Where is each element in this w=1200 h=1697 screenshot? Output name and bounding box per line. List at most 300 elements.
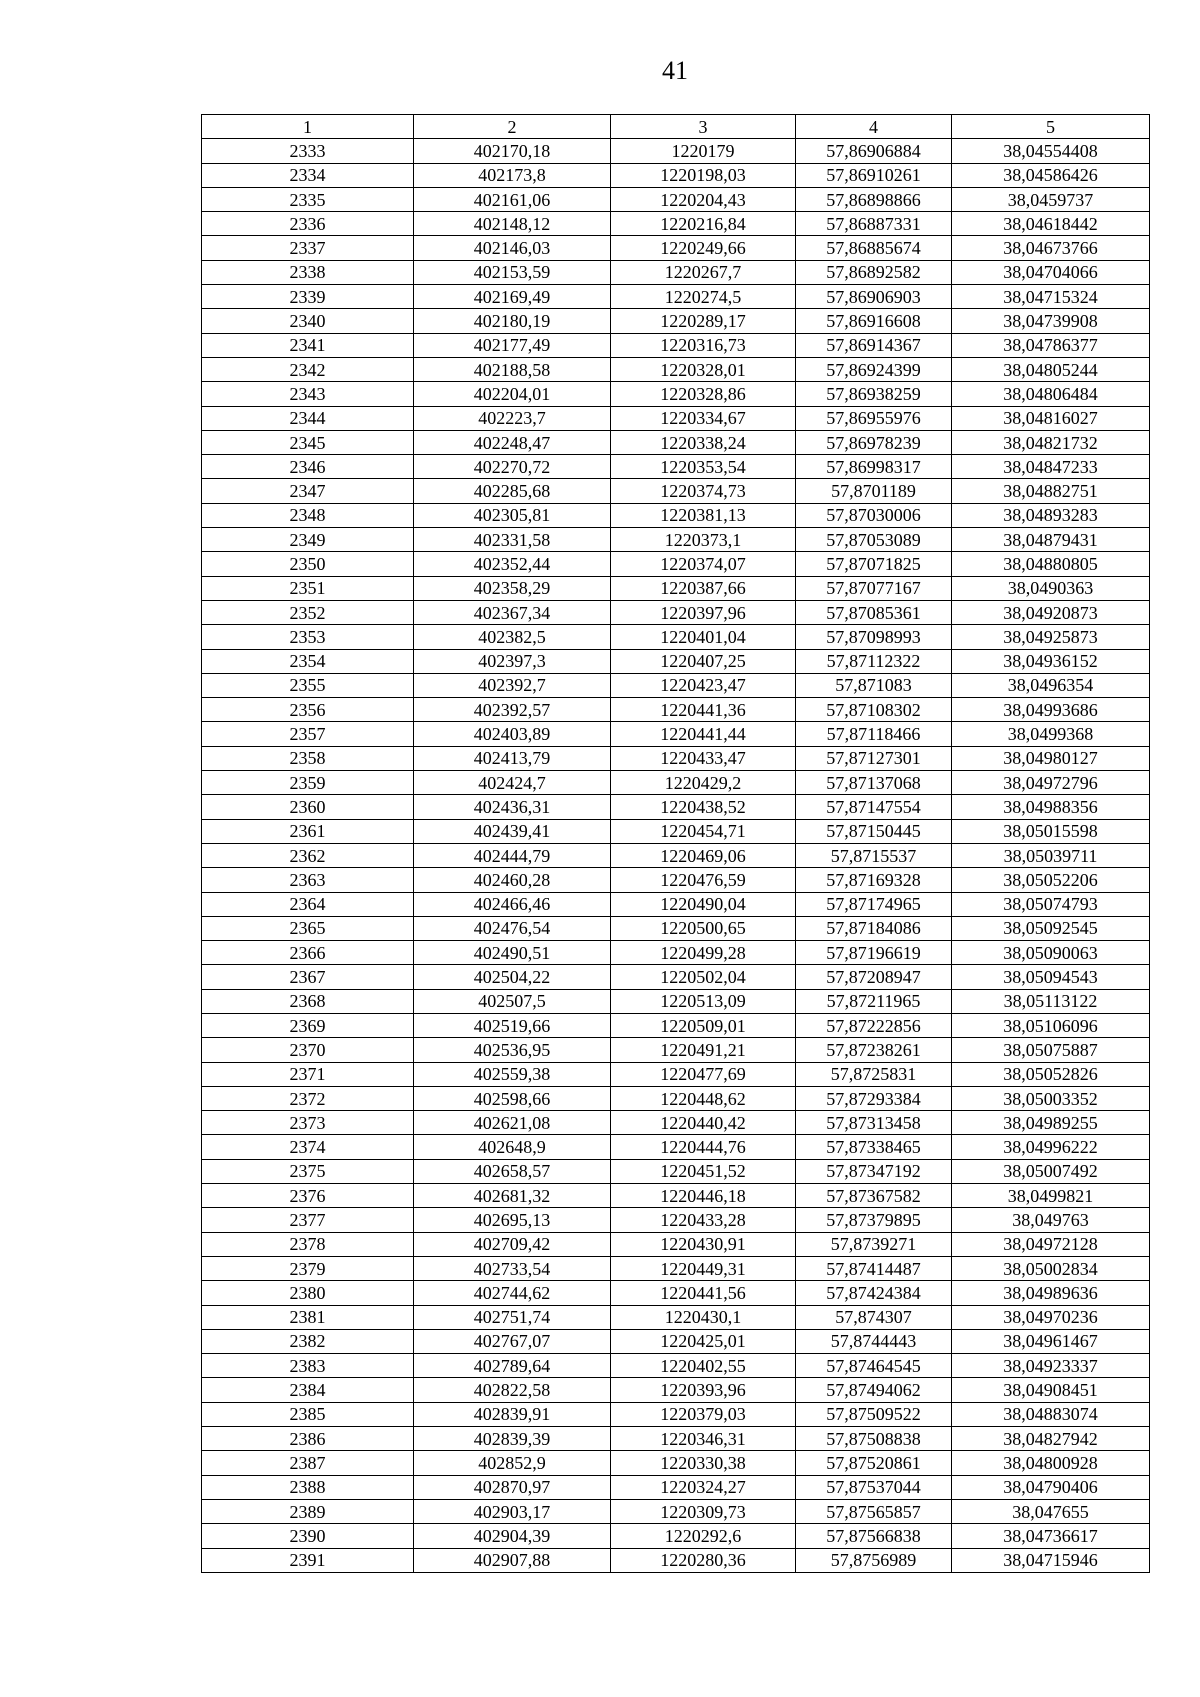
table-cell-col-2: 402767,07 [414,1329,611,1353]
table-row [202,260,1150,284]
table-cell-col-2: 402161,06 [414,187,611,211]
table-row [202,1086,1150,1110]
table-cell-col-1: 2338 [202,260,414,284]
table-body [202,139,1150,1573]
table-cell-col-3: 1220353,54 [611,455,796,479]
table-row [202,1232,1150,1256]
table-cell-col-4: 57,87424384 [796,1281,952,1305]
table-cell-col-1: 2367 [202,965,414,989]
table-cell-col-1: 2366 [202,941,414,965]
table-cell-col-5: 38,05075887 [952,1038,1150,1062]
table-cell-col-5: 38,05003352 [952,1086,1150,1110]
table-cell-col-3: 1220477,69 [611,1062,796,1086]
table-cell-col-4: 57,87169328 [796,868,952,892]
table-cell-col-2: 402658,57 [414,1159,611,1183]
table-cell-col-2: 402358,29 [414,576,611,600]
table-cell-col-1: 2374 [202,1135,414,1159]
table-cell-col-1: 2350 [202,552,414,576]
table-cell-col-1: 2378 [202,1232,414,1256]
table-cell-col-3: 1220401,04 [611,625,796,649]
table-cell-col-1: 2340 [202,309,414,333]
table-cell-col-4: 57,87208947 [796,965,952,989]
table-row [202,430,1150,454]
table-header [202,115,1150,139]
table-cell-col-3: 1220374,73 [611,479,796,503]
table-cell-col-1: 2389 [202,1499,414,1523]
table-row [202,941,1150,965]
table-row [202,600,1150,624]
table-cell-col-1: 2355 [202,673,414,697]
table-cell-col-4: 57,87379895 [796,1208,952,1232]
table-cell-col-3: 1220393,96 [611,1378,796,1402]
table-cell-col-4: 57,87520861 [796,1451,952,1475]
table-cell-col-5: 38,04790406 [952,1475,1150,1499]
header-row [202,115,1150,139]
table-cell-col-4: 57,87071825 [796,552,952,576]
table-cell-col-3: 1220425,01 [611,1329,796,1353]
table-cell-col-4: 57,87509522 [796,1402,952,1426]
table-cell-col-2: 402177,49 [414,333,611,357]
table-cell-col-5: 38,04920873 [952,600,1150,624]
table-cell-col-5: 38,04806484 [952,382,1150,406]
table-row [202,1524,1150,1548]
table-cell-col-3: 1220374,07 [611,552,796,576]
table-cell-col-5: 38,04972796 [952,771,1150,795]
table-cell-col-1: 2386 [202,1427,414,1451]
table-cell-col-4: 57,87112322 [796,649,952,673]
table-row [202,1013,1150,1037]
table-cell-col-5: 38,04996222 [952,1135,1150,1159]
table-cell-col-4: 57,8725831 [796,1062,952,1086]
table-cell-col-3: 1220502,04 [611,965,796,989]
table-cell-col-3: 1220454,71 [611,819,796,843]
table-cell-col-1: 2376 [202,1184,414,1208]
table-cell-col-1: 2371 [202,1062,414,1086]
table-cell-col-1: 2347 [202,479,414,503]
table-cell-col-3: 1220429,2 [611,771,796,795]
table-cell-col-5: 38,04882751 [952,479,1150,503]
table-cell-col-5: 38,05106096 [952,1013,1150,1037]
table-cell-col-1: 2334 [202,163,414,187]
table-cell-col-5: 38,04618442 [952,212,1150,236]
table-cell-col-4: 57,87137068 [796,771,952,795]
table-cell-col-4: 57,87537044 [796,1475,952,1499]
table-cell-col-3: 1220267,7 [611,260,796,284]
table-row [202,382,1150,406]
table-row [202,333,1150,357]
table-cell-col-3: 1220379,03 [611,1402,796,1426]
table-row [202,1499,1150,1523]
coordinates-table [201,114,1150,1573]
table-cell-col-1: 2342 [202,357,414,381]
table-cell-col-2: 402180,19 [414,309,611,333]
table-cell-col-1: 2383 [202,1354,414,1378]
table-cell-col-1: 2358 [202,746,414,770]
table-cell-col-5: 38,04847233 [952,455,1150,479]
table-cell-col-4: 57,87147554 [796,795,952,819]
table-row [202,479,1150,503]
table-cell-col-1: 2365 [202,916,414,940]
table-cell-col-1: 2333 [202,139,414,163]
table-row [202,455,1150,479]
table-cell-col-2: 402907,88 [414,1548,611,1572]
column-header-3: 3 [611,115,796,139]
table-cell-col-4: 57,86914367 [796,333,952,357]
table-row [202,1159,1150,1183]
table-cell-col-3: 1220430,1 [611,1305,796,1329]
table-cell-col-4: 57,86924399 [796,357,952,381]
table-row [202,649,1150,673]
table-cell-col-1: 2336 [202,212,414,236]
table-cell-col-3: 1220441,56 [611,1281,796,1305]
table-cell-col-2: 402148,12 [414,212,611,236]
table-row [202,1427,1150,1451]
table-cell-col-5: 38,0496354 [952,673,1150,697]
table-cell-col-5: 38,0490363 [952,576,1150,600]
table-cell-col-5: 38,05113122 [952,989,1150,1013]
table-cell-col-2: 402476,54 [414,916,611,940]
table-cell-col-4: 57,87566838 [796,1524,952,1548]
table-row [202,746,1150,770]
table-row [202,1184,1150,1208]
table-cell-col-2: 402839,39 [414,1427,611,1451]
table-cell-col-2: 402789,64 [414,1354,611,1378]
table-cell-col-3: 1220387,66 [611,576,796,600]
table-cell-col-2: 402681,32 [414,1184,611,1208]
table-cell-col-3: 1220198,03 [611,163,796,187]
table-cell-col-3: 1220451,52 [611,1159,796,1183]
table-cell-col-1: 2390 [202,1524,414,1548]
table-row [202,673,1150,697]
table-cell-col-2: 402352,44 [414,552,611,576]
table-cell-col-3: 1220500,65 [611,916,796,940]
table-cell-col-5: 38,05052826 [952,1062,1150,1086]
table-row [202,1354,1150,1378]
table-cell-col-2: 402204,01 [414,382,611,406]
table-row [202,236,1150,260]
table-cell-col-1: 2388 [202,1475,414,1499]
table-row [202,1548,1150,1572]
table-cell-col-1: 2362 [202,843,414,867]
table-cell-col-5: 38,04715324 [952,285,1150,309]
table-cell-col-2: 402709,42 [414,1232,611,1256]
table-cell-col-1: 2349 [202,528,414,552]
table-cell-col-3: 1220476,59 [611,868,796,892]
table-cell-col-2: 402382,5 [414,625,611,649]
table-cell-col-4: 57,87174965 [796,892,952,916]
table-cell-col-2: 402695,13 [414,1208,611,1232]
table-cell-col-5: 38,04800928 [952,1451,1150,1475]
table-cell-col-5: 38,04879431 [952,528,1150,552]
table-cell-col-4: 57,87127301 [796,746,952,770]
table-cell-col-4: 57,86887331 [796,212,952,236]
table-cell-col-2: 402397,3 [414,649,611,673]
table-cell-col-2: 402839,91 [414,1402,611,1426]
table-cell-col-5: 38,0459737 [952,187,1150,211]
table-cell-col-4: 57,86978239 [796,430,952,454]
table-cell-col-3: 1220433,28 [611,1208,796,1232]
table-cell-col-2: 402648,9 [414,1135,611,1159]
table-cell-col-2: 402822,58 [414,1378,611,1402]
table-cell-col-3: 1220440,42 [611,1111,796,1135]
table-row [202,843,1150,867]
table-cell-col-1: 2356 [202,698,414,722]
table-cell-col-1: 2385 [202,1402,414,1426]
table-row [202,406,1150,430]
column-header-1: 1 [202,115,414,139]
table-cell-col-5: 38,04883074 [952,1402,1150,1426]
table-row [202,357,1150,381]
table-row [202,916,1150,940]
table-cell-col-2: 402519,66 [414,1013,611,1037]
table-cell-col-4: 57,87494062 [796,1378,952,1402]
table-cell-col-1: 2339 [202,285,414,309]
table-cell-col-1: 2382 [202,1329,414,1353]
table-row [202,285,1150,309]
table-row [202,552,1150,576]
table-cell-col-4: 57,87184086 [796,916,952,940]
table-cell-col-3: 1220292,6 [611,1524,796,1548]
table-row [202,187,1150,211]
table-cell-col-4: 57,8739271 [796,1232,952,1256]
table-cell-col-2: 402248,47 [414,430,611,454]
table-cell-col-3: 1220444,76 [611,1135,796,1159]
table-cell-col-4: 57,86906884 [796,139,952,163]
table-cell-col-2: 402852,9 [414,1451,611,1475]
table-cell-col-5: 38,05002834 [952,1256,1150,1280]
table-cell-col-1: 2351 [202,576,414,600]
table-cell-col-1: 2352 [202,600,414,624]
table-cell-col-5: 38,05007492 [952,1159,1150,1183]
table-cell-col-5: 38,04989255 [952,1111,1150,1135]
table-cell-col-1: 2344 [202,406,414,430]
table-cell-col-5: 38,04988356 [952,795,1150,819]
table-row [202,163,1150,187]
table-cell-col-2: 402536,95 [414,1038,611,1062]
table-row [202,1135,1150,1159]
table-cell-col-4: 57,87030006 [796,503,952,527]
table-cell-col-1: 2384 [202,1378,414,1402]
table-row [202,795,1150,819]
table-cell-col-5: 38,04805244 [952,357,1150,381]
table-cell-col-3: 1220397,96 [611,600,796,624]
table-cell-col-1: 2361 [202,819,414,843]
table-row [202,1256,1150,1280]
table-cell-col-4: 57,8744443 [796,1329,952,1353]
table-cell-col-5: 38,04972128 [952,1232,1150,1256]
table-cell-col-1: 2346 [202,455,414,479]
table-cell-col-2: 402439,41 [414,819,611,843]
table-cell-col-2: 402170,18 [414,139,611,163]
table-cell-col-3: 1220433,47 [611,746,796,770]
table-cell-col-3: 1220381,13 [611,503,796,527]
table-cell-col-1: 2372 [202,1086,414,1110]
table-cell-col-5: 38,04586426 [952,163,1150,187]
table-cell-col-1: 2373 [202,1111,414,1135]
table-cell-col-2: 402153,59 [414,260,611,284]
table-cell-col-5: 38,04893283 [952,503,1150,527]
table-cell-col-5: 38,04993686 [952,698,1150,722]
table-cell-col-5: 38,05090063 [952,941,1150,965]
table-cell-col-1: 2370 [202,1038,414,1062]
column-header-5: 5 [952,115,1150,139]
table-row [202,771,1150,795]
table-cell-col-2: 402444,79 [414,843,611,867]
table-cell-col-2: 402903,17 [414,1499,611,1523]
table-cell-col-3: 1220491,21 [611,1038,796,1062]
table-cell-col-3: 1220249,66 [611,236,796,260]
table-row [202,1062,1150,1086]
table-row [202,722,1150,746]
table-cell-col-5: 38,05074793 [952,892,1150,916]
table-cell-col-2: 402559,38 [414,1062,611,1086]
table-cell-col-3: 1220373,1 [611,528,796,552]
table-cell-col-2: 402173,8 [414,163,611,187]
table-cell-col-2: 402598,66 [414,1086,611,1110]
table-cell-col-2: 402188,58 [414,357,611,381]
table-cell-col-3: 1220338,24 [611,430,796,454]
table-cell-col-3: 1220469,06 [611,843,796,867]
table-cell-col-2: 402392,57 [414,698,611,722]
table-cell-col-4: 57,87414487 [796,1256,952,1280]
table-cell-col-1: 2377 [202,1208,414,1232]
table-cell-col-3: 1220328,86 [611,382,796,406]
table-cell-col-3: 1220448,62 [611,1086,796,1110]
table-row [202,1305,1150,1329]
table-cell-col-4: 57,874307 [796,1305,952,1329]
table-cell-col-4: 57,87150445 [796,819,952,843]
table-cell-col-2: 402169,49 [414,285,611,309]
table-cell-col-4: 57,87053089 [796,528,952,552]
table-cell-col-1: 2364 [202,892,414,916]
table-cell-col-3: 1220330,38 [611,1451,796,1475]
table-row [202,576,1150,600]
table-cell-col-3: 1220402,55 [611,1354,796,1378]
table-cell-col-2: 402870,97 [414,1475,611,1499]
table-cell-col-3: 1220179 [611,139,796,163]
table-cell-col-3: 1220490,04 [611,892,796,916]
table-cell-col-4: 57,87238261 [796,1038,952,1062]
table-cell-col-5: 38,05052206 [952,868,1150,892]
table-cell-col-1: 2353 [202,625,414,649]
table-cell-col-3: 1220274,5 [611,285,796,309]
table-row [202,965,1150,989]
table-cell-col-3: 1220316,73 [611,333,796,357]
table-cell-col-3: 1220509,01 [611,1013,796,1037]
table-cell-col-2: 402285,68 [414,479,611,503]
table-row [202,528,1150,552]
table-cell-col-4: 57,8715537 [796,843,952,867]
table-cell-col-5: 38,047655 [952,1499,1150,1523]
table-cell-col-2: 402270,72 [414,455,611,479]
table-cell-col-3: 1220513,09 [611,989,796,1013]
table-row [202,625,1150,649]
table-cell-col-4: 57,87464545 [796,1354,952,1378]
table-cell-col-3: 1220407,25 [611,649,796,673]
table-cell-col-1: 2380 [202,1281,414,1305]
table-cell-col-2: 402744,62 [414,1281,611,1305]
table-row [202,1378,1150,1402]
table-row [202,1475,1150,1499]
table-cell-col-2: 402436,31 [414,795,611,819]
table-cell-col-4: 57,87196619 [796,941,952,965]
table-cell-col-4: 57,87313458 [796,1111,952,1135]
table-cell-col-5: 38,04961467 [952,1329,1150,1353]
table-cell-col-2: 402507,5 [414,989,611,1013]
table-cell-col-5: 38,04970236 [952,1305,1150,1329]
table-cell-col-2: 402460,28 [414,868,611,892]
table-cell-col-1: 2387 [202,1451,414,1475]
table-cell-col-4: 57,8756989 [796,1548,952,1572]
table-cell-col-2: 402331,58 [414,528,611,552]
table-cell-col-3: 1220334,67 [611,406,796,430]
table-cell-col-4: 57,86892582 [796,260,952,284]
table-cell-col-5: 38,04923337 [952,1354,1150,1378]
table-row [202,1038,1150,1062]
table-cell-col-5: 38,04925873 [952,625,1150,649]
table-cell-col-4: 57,87118466 [796,722,952,746]
table-cell-col-4: 57,86906903 [796,285,952,309]
table-row [202,1208,1150,1232]
table-cell-col-3: 1220441,44 [611,722,796,746]
table-cell-col-3: 1220441,36 [611,698,796,722]
table-cell-col-1: 2368 [202,989,414,1013]
table-cell-col-2: 402424,7 [414,771,611,795]
table-cell-col-5: 38,04554408 [952,139,1150,163]
table-cell-col-5: 38,04989636 [952,1281,1150,1305]
table-cell-col-3: 1220449,31 [611,1256,796,1280]
table-cell-col-5: 38,05015598 [952,819,1150,843]
table-cell-col-4: 57,87508838 [796,1427,952,1451]
table-cell-col-3: 1220216,84 [611,212,796,236]
table-row [202,1281,1150,1305]
table-cell-col-5: 38,04816027 [952,406,1150,430]
table-row [202,892,1150,916]
table-row [202,309,1150,333]
table-cell-col-5: 38,04673766 [952,236,1150,260]
table-cell-col-5: 38,04736617 [952,1524,1150,1548]
table-cell-col-2: 402751,74 [414,1305,611,1329]
table-cell-col-3: 1220423,47 [611,673,796,697]
table-cell-col-5: 38,049763 [952,1208,1150,1232]
table-cell-col-3: 1220289,17 [611,309,796,333]
table-cell-col-2: 402223,7 [414,406,611,430]
table-cell-col-2: 402403,89 [414,722,611,746]
table-cell-col-1: 2360 [202,795,414,819]
table-cell-col-1: 2343 [202,382,414,406]
table-row [202,1329,1150,1353]
table-cell-col-3: 1220430,91 [611,1232,796,1256]
table-cell-col-5: 38,05092545 [952,916,1150,940]
table-cell-col-4: 57,87085361 [796,600,952,624]
table-cell-col-2: 402733,54 [414,1256,611,1280]
table-cell-col-5: 38,05039711 [952,843,1150,867]
table-cell-col-1: 2363 [202,868,414,892]
table-cell-col-4: 57,87338465 [796,1135,952,1159]
table-cell-col-5: 38,05094543 [952,965,1150,989]
table-cell-col-1: 2337 [202,236,414,260]
table-cell-col-3: 1220324,27 [611,1475,796,1499]
table-cell-col-4: 57,87565857 [796,1499,952,1523]
table-cell-col-3: 1220446,18 [611,1184,796,1208]
table-cell-col-1: 2369 [202,1013,414,1037]
table-cell-col-1: 2341 [202,333,414,357]
table-cell-col-1: 2354 [202,649,414,673]
table-cell-col-5: 38,04786377 [952,333,1150,357]
table-row [202,1451,1150,1475]
table-cell-col-4: 57,87293384 [796,1086,952,1110]
table-cell-col-4: 57,8701189 [796,479,952,503]
